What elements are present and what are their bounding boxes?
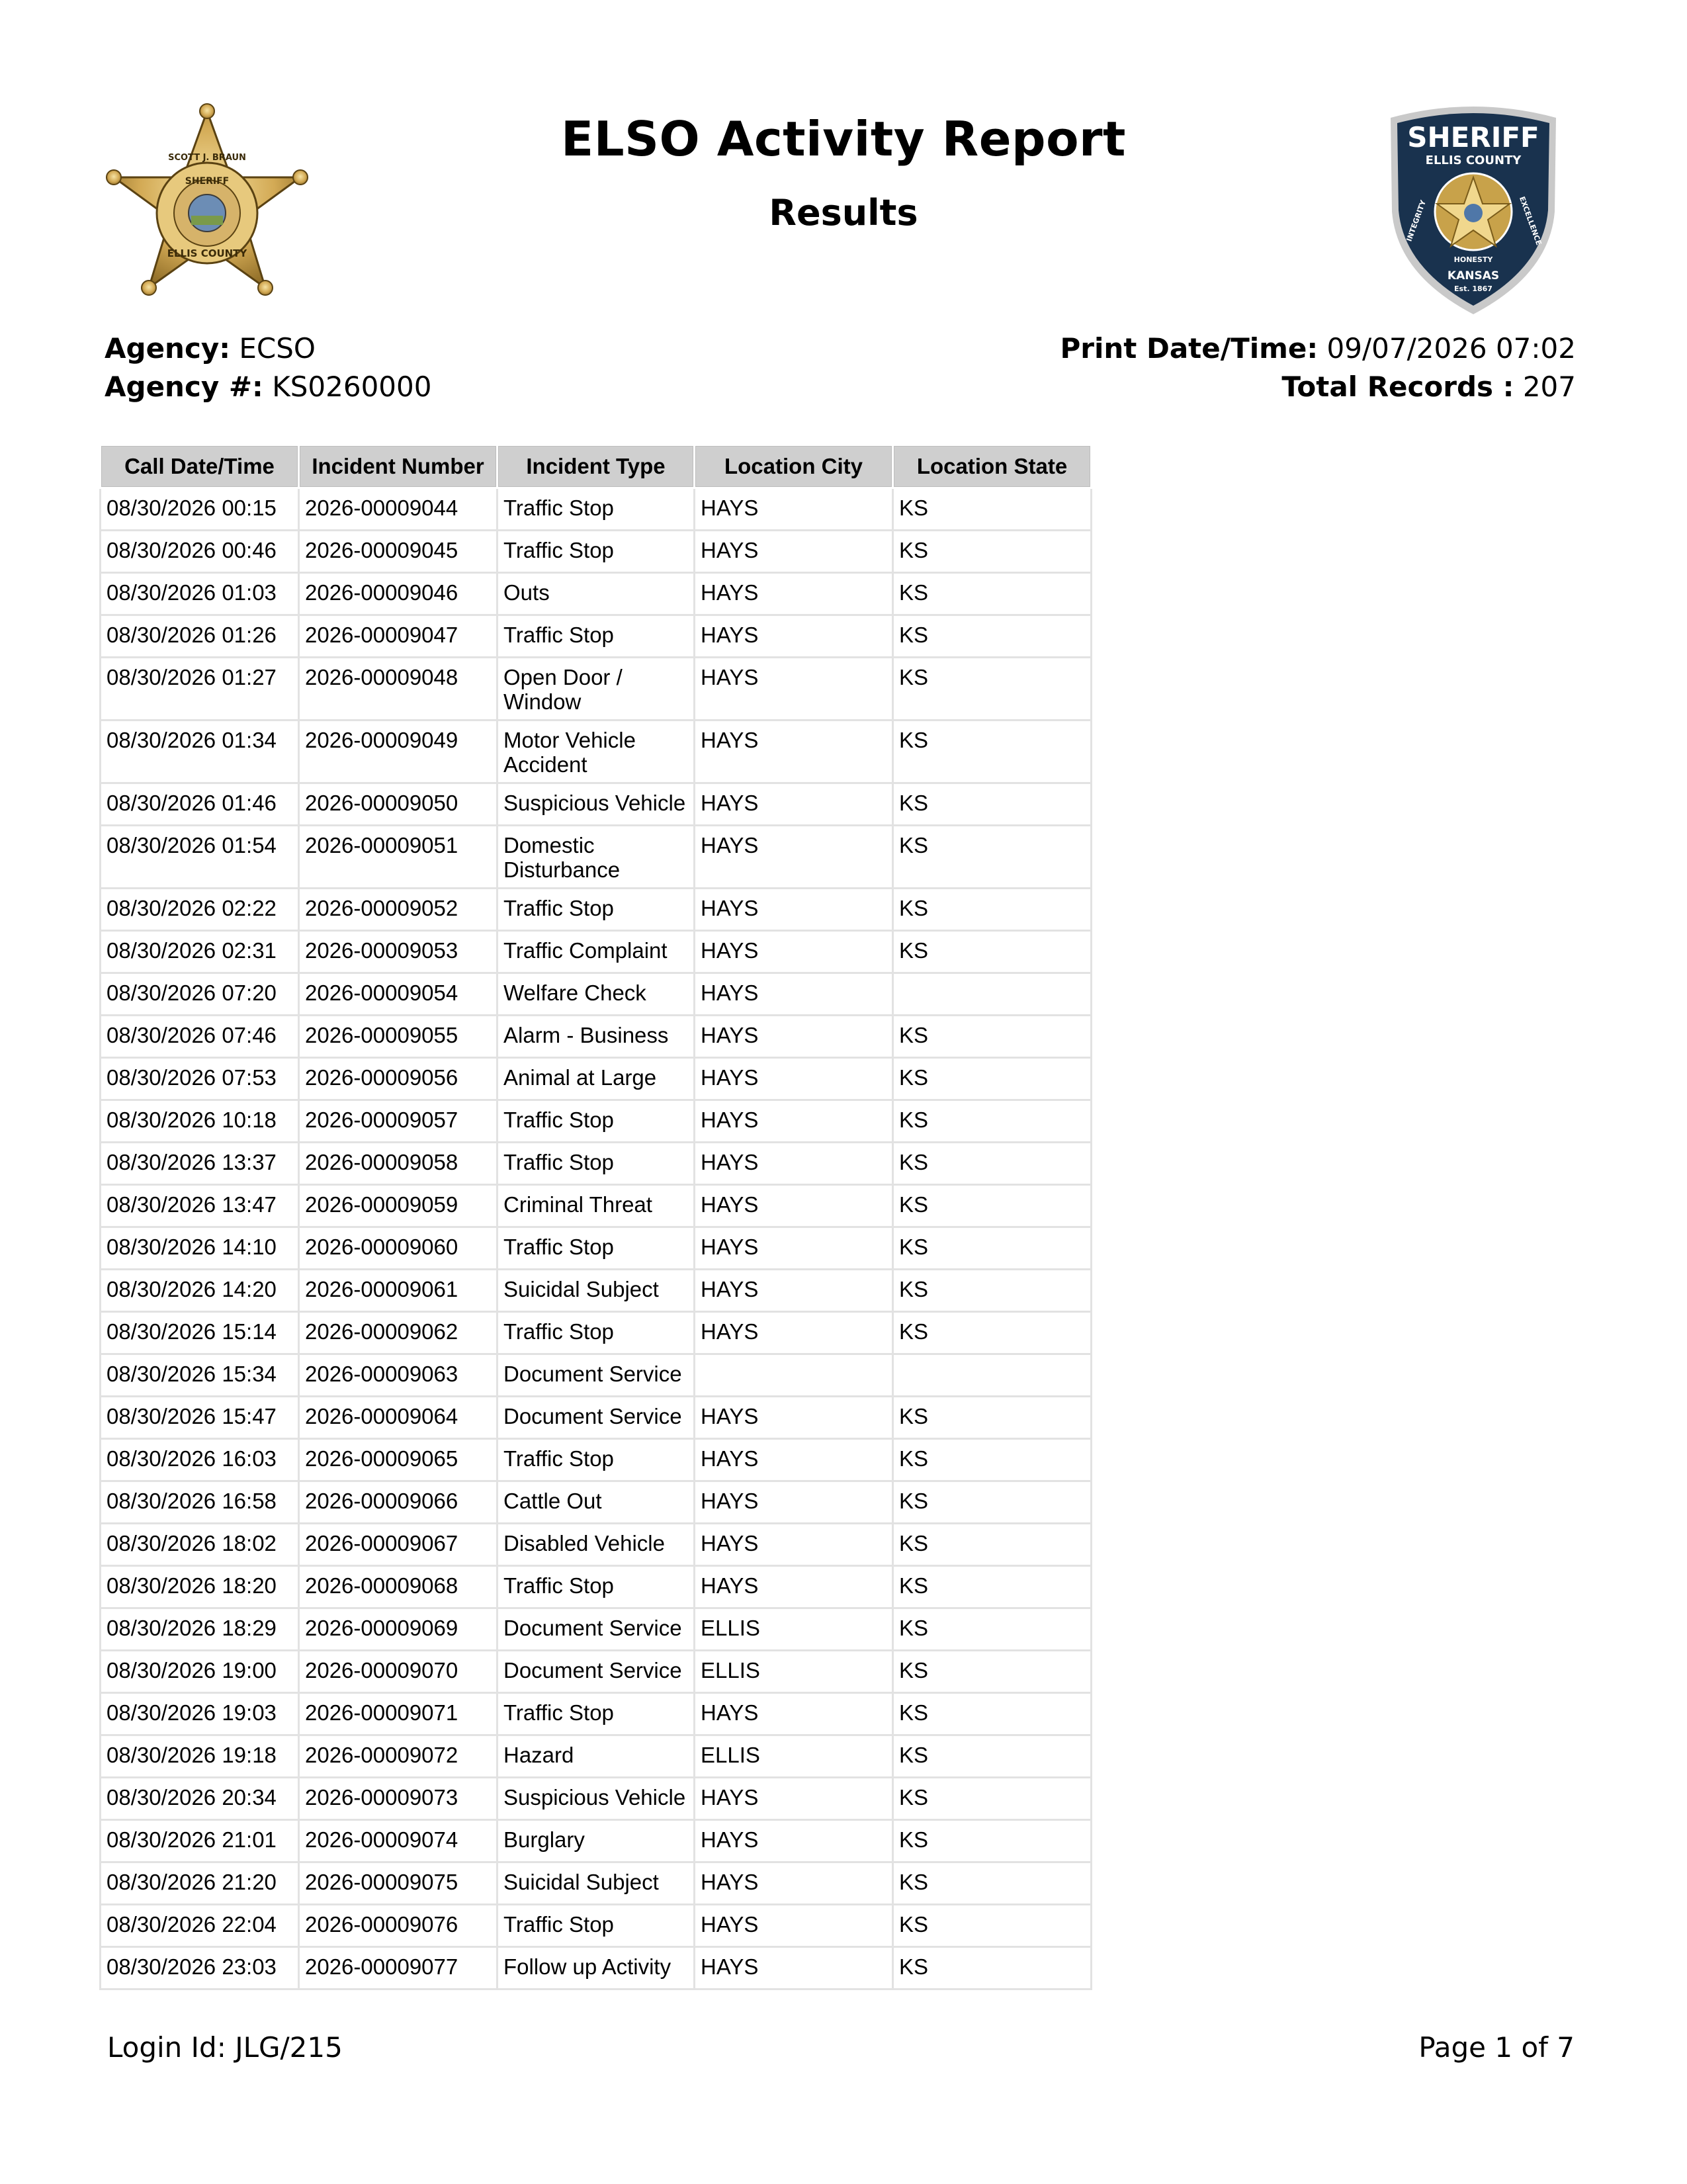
- cell-location-state: KS: [893, 931, 1092, 973]
- cell-location-state: KS: [893, 1566, 1092, 1608]
- cell-incident-type: Traffic Stop: [497, 889, 695, 931]
- cell-call-datetime: 08/30/2026 01:46: [101, 783, 299, 826]
- cell-incident-type: Traffic Stop: [497, 488, 695, 531]
- cell-call-datetime: 08/30/2026 16:03: [101, 1439, 299, 1481]
- cell-location-state: KS: [893, 1947, 1092, 1989]
- shield-excellence-text: EXCELLENCE: [1517, 195, 1543, 247]
- table-row: [101, 721, 1092, 783]
- table-row: [101, 1016, 1092, 1058]
- cell-location-state: KS: [893, 1312, 1092, 1354]
- cell-location-city: HAYS: [695, 1312, 893, 1354]
- table-row: [101, 1820, 1092, 1862]
- cell-incident-type: Document Service: [497, 1608, 695, 1651]
- column-header-location-city: Location City: [695, 445, 893, 488]
- cell-incident-type: Traffic Stop: [497, 531, 695, 573]
- page-number: Page 1 of 7: [1418, 2031, 1575, 2064]
- cell-incident-number: 2026-00009055: [299, 1016, 497, 1058]
- cell-incident-number: 2026-00009051: [299, 826, 497, 889]
- cell-call-datetime: 08/30/2026 13:47: [101, 1185, 299, 1227]
- table-body: [101, 488, 1092, 1989]
- cell-incident-number: 2026-00009064: [299, 1397, 497, 1439]
- cell-call-datetime: 08/30/2026 02:31: [101, 931, 299, 973]
- cell-incident-number: 2026-00009053: [299, 931, 497, 973]
- report-subtitle: Results: [769, 192, 918, 234]
- star-bottom-text: ELLIS COUNTY: [167, 247, 247, 259]
- table-row: [101, 573, 1092, 615]
- cell-call-datetime: 08/30/2026 15:14: [101, 1312, 299, 1354]
- cell-incident-type: Traffic Complaint: [497, 931, 695, 973]
- cell-location-city: HAYS: [695, 658, 893, 721]
- star-top-text: SCOTT J. BRAUN: [168, 153, 246, 163]
- cell-location-city: HAYS: [695, 1524, 893, 1566]
- cell-location-state: [893, 1354, 1092, 1397]
- table-row: [101, 1778, 1092, 1820]
- star-mid-text: SHERIFF: [185, 176, 230, 187]
- cell-call-datetime: 08/30/2026 00:46: [101, 531, 299, 573]
- cell-incident-type: Welfare Check: [497, 973, 695, 1016]
- cell-incident-type: Hazard: [497, 1735, 695, 1778]
- cell-location-city: HAYS: [695, 1566, 893, 1608]
- cell-location-city: HAYS: [695, 615, 893, 658]
- table-row: [101, 783, 1092, 826]
- cell-incident-number: 2026-00009054: [299, 973, 497, 1016]
- table-row: [101, 531, 1092, 573]
- cell-incident-type: Criminal Threat: [497, 1185, 695, 1227]
- cell-call-datetime: 08/30/2026 07:46: [101, 1016, 299, 1058]
- cell-location-city: HAYS: [695, 1693, 893, 1735]
- cell-incident-type: Disabled Vehicle: [497, 1524, 695, 1566]
- cell-location-state: KS: [893, 488, 1092, 531]
- cell-location-state: KS: [893, 1693, 1092, 1735]
- cell-incident-type: Open Door / Window: [497, 658, 695, 721]
- shield-honesty-text: HONESTY: [1453, 255, 1493, 264]
- cell-call-datetime: 08/30/2026 16:58: [101, 1481, 299, 1524]
- cell-incident-type: Traffic Stop: [497, 615, 695, 658]
- cell-location-state: KS: [893, 1185, 1092, 1227]
- cell-incident-type: Traffic Stop: [497, 1693, 695, 1735]
- shield-county-text: ELLIS COUNTY: [1425, 153, 1522, 167]
- shield-title-text: SHERIFF: [1407, 121, 1539, 153]
- cell-incident-number: 2026-00009060: [299, 1227, 497, 1270]
- cell-call-datetime: 08/30/2026 20:34: [101, 1778, 299, 1820]
- cell-incident-number: 2026-00009052: [299, 889, 497, 931]
- cell-location-state: KS: [893, 1100, 1092, 1143]
- table-row: [101, 1354, 1092, 1397]
- cell-location-state: KS: [893, 1270, 1092, 1312]
- cell-call-datetime: 08/30/2026 21:01: [101, 1820, 299, 1862]
- cell-location-city: HAYS: [695, 1016, 893, 1058]
- print-datetime-value: 09/07/2026 07:02: [1326, 332, 1576, 365]
- cell-location-state: KS: [893, 721, 1092, 783]
- cell-incident-number: 2026-00009049: [299, 721, 497, 783]
- print-info: [1060, 329, 1576, 406]
- cell-call-datetime: 08/30/2026 23:03: [101, 1947, 299, 1989]
- table-row: [101, 826, 1092, 889]
- cell-call-datetime: 08/30/2026 18:20: [101, 1566, 299, 1608]
- shield-est-text: Est. 1867: [1454, 284, 1492, 293]
- cell-location-city: HAYS: [695, 1143, 893, 1185]
- cell-location-city: HAYS: [695, 931, 893, 973]
- cell-location-state: KS: [893, 826, 1092, 889]
- cell-incident-type: Traffic Stop: [497, 1439, 695, 1481]
- agency-number-label: Agency #:: [105, 371, 263, 403]
- cell-incident-type: Motor Vehicle Accident: [497, 721, 695, 783]
- cell-incident-type: Traffic Stop: [497, 1143, 695, 1185]
- table-row: [101, 1481, 1092, 1524]
- shield-state-text: KANSAS: [1447, 269, 1500, 283]
- cell-call-datetime: 08/30/2026 07:20: [101, 973, 299, 1016]
- cell-location-state: KS: [893, 1397, 1092, 1439]
- cell-incident-type: Suicidal Subject: [497, 1862, 695, 1905]
- cell-incident-type: Document Service: [497, 1397, 695, 1439]
- cell-incident-type: Outs: [497, 573, 695, 615]
- cell-incident-number: 2026-00009044: [299, 488, 497, 531]
- cell-location-city: HAYS: [695, 1185, 893, 1227]
- cell-location-state: KS: [893, 1227, 1092, 1270]
- cell-incident-number: 2026-00009070: [299, 1651, 497, 1693]
- cell-call-datetime: 08/30/2026 00:15: [101, 488, 299, 531]
- table-row: [101, 1058, 1092, 1100]
- cell-incident-number: 2026-00009045: [299, 531, 497, 573]
- cell-location-state: KS: [893, 573, 1092, 615]
- cell-incident-number: 2026-00009073: [299, 1778, 497, 1820]
- report-title: ELSO Activity Report: [561, 111, 1126, 167]
- cell-incident-type: Domestic Disturbance: [497, 826, 695, 889]
- cell-location-city: ELLIS: [695, 1651, 893, 1693]
- cell-location-city: HAYS: [695, 1905, 893, 1947]
- cell-location-city: HAYS: [695, 973, 893, 1016]
- table-row: [101, 1143, 1092, 1185]
- cell-incident-number: 2026-00009068: [299, 1566, 497, 1608]
- cell-location-city: HAYS: [695, 1227, 893, 1270]
- cell-incident-type: Animal at Large: [497, 1058, 695, 1100]
- cell-location-state: KS: [893, 1143, 1092, 1185]
- cell-incident-number: 2026-00009048: [299, 658, 497, 721]
- cell-location-state: KS: [893, 889, 1092, 931]
- cell-call-datetime: 08/30/2026 15:47: [101, 1397, 299, 1439]
- cell-location-state: KS: [893, 1905, 1092, 1947]
- cell-incident-number: 2026-00009067: [299, 1524, 497, 1566]
- column-header-location-state: Location State: [893, 445, 1092, 488]
- cell-incident-number: 2026-00009063: [299, 1354, 497, 1397]
- cell-call-datetime: 08/30/2026 22:04: [101, 1905, 299, 1947]
- cell-location-state: KS: [893, 1735, 1092, 1778]
- table-row: [101, 488, 1092, 531]
- cell-location-state: KS: [893, 658, 1092, 721]
- agency-value: ECSO: [239, 332, 316, 365]
- cell-incident-type: Traffic Stop: [497, 1100, 695, 1143]
- cell-incident-type: Suicidal Subject: [497, 1270, 695, 1312]
- cell-call-datetime: 08/30/2026 01:34: [101, 721, 299, 783]
- cell-call-datetime: 08/30/2026 18:29: [101, 1608, 299, 1651]
- table-row: [101, 1693, 1092, 1735]
- table-row: [101, 973, 1092, 1016]
- cell-location-state: KS: [893, 1058, 1092, 1100]
- cell-call-datetime: 08/30/2026 19:18: [101, 1735, 299, 1778]
- cell-location-city: HAYS: [695, 573, 893, 615]
- cell-location-city: [695, 1354, 893, 1397]
- cell-location-state: KS: [893, 1439, 1092, 1481]
- cell-call-datetime: 08/30/2026 14:20: [101, 1270, 299, 1312]
- cell-location-city: HAYS: [695, 1947, 893, 1989]
- print-datetime-line: [1060, 329, 1576, 368]
- login-id: Login Id: JLG/215: [107, 2031, 343, 2064]
- cell-incident-number: 2026-00009077: [299, 1947, 497, 1989]
- cell-incident-number: 2026-00009069: [299, 1608, 497, 1651]
- cell-call-datetime: 08/30/2026 07:53: [101, 1058, 299, 1100]
- cell-incident-number: 2026-00009071: [299, 1693, 497, 1735]
- cell-call-datetime: 08/30/2026 01:03: [101, 573, 299, 615]
- cell-incident-number: 2026-00009058: [299, 1143, 497, 1185]
- cell-location-state: [893, 973, 1092, 1016]
- cell-location-city: HAYS: [695, 783, 893, 826]
- cell-call-datetime: 08/30/2026 10:18: [101, 1100, 299, 1143]
- cell-incident-number: 2026-00009076: [299, 1905, 497, 1947]
- table-row: [101, 658, 1092, 721]
- agency-number-line: [105, 368, 431, 406]
- table-header-row: [101, 445, 1092, 488]
- table-row: [101, 1608, 1092, 1651]
- cell-incident-type: Alarm - Business: [497, 1016, 695, 1058]
- cell-location-state: KS: [893, 1778, 1092, 1820]
- table-row: [101, 1185, 1092, 1227]
- table-row: [101, 889, 1092, 931]
- table-row: [101, 931, 1092, 973]
- cell-location-city: HAYS: [695, 1481, 893, 1524]
- cell-incident-type: Suspicious Vehicle: [497, 1778, 695, 1820]
- agency-line: [105, 329, 431, 368]
- table-row: [101, 1439, 1092, 1481]
- cell-location-city: HAYS: [695, 1820, 893, 1862]
- table-row: [101, 1566, 1092, 1608]
- cell-location-city: HAYS: [695, 1058, 893, 1100]
- cell-location-city: HAYS: [695, 1100, 893, 1143]
- table-row: [101, 1397, 1092, 1439]
- cell-location-city: HAYS: [695, 488, 893, 531]
- cell-location-city: ELLIS: [695, 1735, 893, 1778]
- table-row: [101, 1651, 1092, 1693]
- print-datetime-label: Print Date/Time:: [1060, 332, 1319, 365]
- cell-incident-type: Suspicious Vehicle: [497, 783, 695, 826]
- cell-location-city: HAYS: [695, 826, 893, 889]
- cell-location-city: HAYS: [695, 531, 893, 573]
- cell-call-datetime: 08/30/2026 19:03: [101, 1693, 299, 1735]
- cell-incident-number: 2026-00009050: [299, 783, 497, 826]
- cell-location-state: KS: [893, 1524, 1092, 1566]
- cell-location-city: HAYS: [695, 1778, 893, 1820]
- cell-incident-type: Traffic Stop: [497, 1905, 695, 1947]
- cell-incident-number: 2026-00009066: [299, 1481, 497, 1524]
- cell-call-datetime: 08/30/2026 15:34: [101, 1354, 299, 1397]
- cell-location-state: KS: [893, 1651, 1092, 1693]
- activity-table: [99, 444, 1092, 1990]
- cell-incident-type: Traffic Stop: [497, 1227, 695, 1270]
- agency-info: [105, 329, 431, 406]
- table-row: [101, 1100, 1092, 1143]
- cell-incident-number: 2026-00009059: [299, 1185, 497, 1227]
- total-records-line: [1060, 368, 1576, 406]
- cell-call-datetime: 08/30/2026 18:02: [101, 1524, 299, 1566]
- shield-integrity-text: INTEGRITY: [1405, 198, 1428, 243]
- table-row: [101, 1905, 1092, 1947]
- cell-call-datetime: 08/30/2026 19:00: [101, 1651, 299, 1693]
- agency-number-value: KS0260000: [272, 371, 432, 403]
- cell-location-state: KS: [893, 531, 1092, 573]
- total-records-label: Total Records :: [1281, 371, 1514, 403]
- column-header-call-datetime: Call Date/Time: [101, 445, 299, 488]
- cell-incident-number: 2026-00009047: [299, 615, 497, 658]
- cell-location-city: HAYS: [695, 1270, 893, 1312]
- cell-incident-type: Burglary: [497, 1820, 695, 1862]
- cell-incident-number: 2026-00009065: [299, 1439, 497, 1481]
- column-header-incident-type: Incident Type: [497, 445, 695, 488]
- cell-location-state: KS: [893, 1481, 1092, 1524]
- cell-incident-type: Traffic Stop: [497, 1566, 695, 1608]
- cell-incident-number: 2026-00009057: [299, 1100, 497, 1143]
- table-row: [101, 1312, 1092, 1354]
- cell-location-state: KS: [893, 1608, 1092, 1651]
- cell-location-state: KS: [893, 1820, 1092, 1862]
- cell-call-datetime: 08/30/2026 14:10: [101, 1227, 299, 1270]
- cell-location-city: HAYS: [695, 1439, 893, 1481]
- cell-location-state: KS: [893, 783, 1092, 826]
- cell-call-datetime: 08/30/2026 01:27: [101, 658, 299, 721]
- cell-call-datetime: 08/30/2026 13:37: [101, 1143, 299, 1185]
- table-row: [101, 1862, 1092, 1905]
- cell-call-datetime: 08/30/2026 01:54: [101, 826, 299, 889]
- cell-incident-type: Traffic Stop: [497, 1312, 695, 1354]
- cell-incident-type: Document Service: [497, 1354, 695, 1397]
- table-row: [101, 1524, 1092, 1566]
- cell-location-city: HAYS: [695, 1862, 893, 1905]
- table-row: [101, 1270, 1092, 1312]
- table-row: [101, 1735, 1092, 1778]
- cell-incident-type: Follow up Activity: [497, 1947, 695, 1989]
- cell-incident-number: 2026-00009072: [299, 1735, 497, 1778]
- cell-call-datetime: 08/30/2026 01:26: [101, 615, 299, 658]
- cell-incident-type: Document Service: [497, 1651, 695, 1693]
- cell-incident-number: 2026-00009056: [299, 1058, 497, 1100]
- cell-location-city: HAYS: [695, 721, 893, 783]
- cell-incident-number: 2026-00009075: [299, 1862, 497, 1905]
- agency-label: Agency:: [105, 332, 231, 365]
- cell-location-city: HAYS: [695, 1397, 893, 1439]
- cell-incident-number: 2026-00009046: [299, 573, 497, 615]
- table-row: [101, 1947, 1092, 1989]
- cell-incident-type: Cattle Out: [497, 1481, 695, 1524]
- cell-location-state: KS: [893, 1016, 1092, 1058]
- table-row: [101, 615, 1092, 658]
- cell-location-city: ELLIS: [695, 1608, 893, 1651]
- cell-incident-number: 2026-00009062: [299, 1312, 497, 1354]
- cell-call-datetime: 08/30/2026 21:20: [101, 1862, 299, 1905]
- cell-location-city: HAYS: [695, 889, 893, 931]
- column-header-incident-number: Incident Number: [299, 445, 497, 488]
- cell-location-state: KS: [893, 1862, 1092, 1905]
- cell-location-state: KS: [893, 615, 1092, 658]
- total-records-value: 207: [1522, 371, 1576, 403]
- cell-call-datetime: 08/30/2026 02:22: [101, 889, 299, 931]
- cell-incident-number: 2026-00009074: [299, 1820, 497, 1862]
- cell-incident-number: 2026-00009061: [299, 1270, 497, 1312]
- table-row: [101, 1227, 1092, 1270]
